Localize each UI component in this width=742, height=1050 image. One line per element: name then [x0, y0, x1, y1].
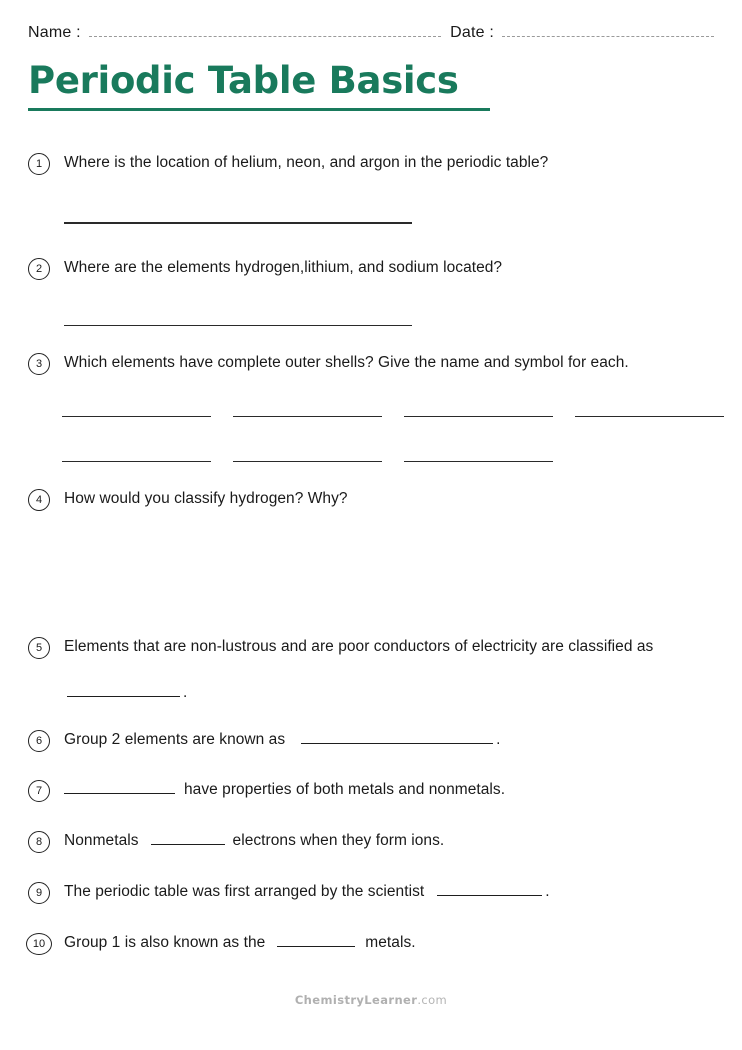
question-8-text-before: Nonmetals	[64, 832, 139, 850]
worksheet-header	[28, 24, 714, 48]
answer-blank[interactable]	[62, 460, 211, 462]
name-input-line[interactable]	[89, 24, 441, 37]
footer-brand-tld: .com	[417, 993, 448, 1007]
question-2-text: Where are the elements hydrogen,lithium, and sodium located?	[64, 258, 503, 276]
question-6-text-before: Group 2 elements are known as	[64, 731, 286, 749]
answer-space-q4[interactable]	[0, 510, 742, 636]
question-9-text-before: The periodic table was first arranged by the scientist	[64, 883, 425, 901]
answer-blank[interactable]	[575, 415, 724, 417]
date-input-line[interactable]	[502, 24, 714, 37]
question-1	[0, 152, 742, 174]
question-8-text-after: electrons when they form ions.	[232, 832, 445, 850]
answer-line-q1[interactable]	[64, 222, 412, 224]
question-3-text: Which elements have complete outer shells? Give the name and symbol for each.	[64, 354, 629, 372]
answer-blanks-q3-row1	[62, 415, 742, 417]
question-1-text: Where is the location of helium, neon, and argon in the periodic table?	[64, 154, 549, 171]
question-9-text-after: .	[545, 883, 550, 901]
question-8	[0, 830, 742, 852]
question-6	[0, 729, 742, 751]
answer-blank[interactable]	[404, 415, 553, 417]
question-10	[0, 932, 742, 954]
answer-blanks-q3-row2	[62, 460, 742, 462]
question-number-4: 4	[28, 489, 50, 511]
question-number-5: 5	[28, 637, 50, 659]
question-2	[0, 257, 742, 279]
date-label: Date :	[450, 24, 494, 41]
question-10-text-before: Group 1 is also known as the	[64, 934, 266, 952]
answer-blank[interactable]	[62, 415, 211, 417]
question-list	[0, 152, 742, 954]
title-underline	[28, 108, 490, 111]
answer-blank[interactable]	[151, 830, 225, 845]
question-5-answer-row	[64, 682, 742, 704]
answer-line-q2[interactable]	[64, 325, 412, 327]
answer-blank[interactable]	[301, 729, 493, 744]
answer-blank[interactable]	[437, 881, 542, 896]
question-3	[0, 352, 742, 374]
question-number-10: 10	[26, 933, 52, 955]
question-7-text-after: have properties of both metals and nonmetals.	[184, 781, 506, 799]
question-5-text-after: .	[183, 684, 188, 702]
answer-blank[interactable]	[233, 460, 382, 462]
answer-blank[interactable]	[64, 779, 175, 794]
question-4	[0, 488, 742, 510]
answer-blank[interactable]	[233, 415, 382, 417]
footer-brand-name: ChemistryLearner	[294, 993, 418, 1007]
page-title: Periodic Table Basics	[28, 59, 459, 102]
question-number-2: 2	[28, 258, 50, 280]
answer-blank[interactable]	[277, 932, 355, 947]
question-5-text-before: Elements that are non-lustrous and are poor conductors of electricity are classified as	[64, 638, 654, 656]
question-9	[0, 881, 742, 903]
question-4-text: How would you classify hydrogen? Why?	[64, 490, 348, 508]
question-number-1: 1	[28, 153, 50, 175]
question-number-3: 3	[28, 353, 50, 375]
title-block	[28, 59, 628, 111]
answer-blank[interactable]	[67, 682, 180, 697]
name-label: Name :	[28, 24, 81, 41]
question-number-8: 8	[28, 831, 50, 853]
question-number-6: 6	[28, 730, 50, 752]
footer-brand	[0, 993, 742, 1007]
question-number-7: 7	[28, 780, 50, 802]
question-10-text-after: metals.	[365, 934, 416, 952]
question-6-text-after: .	[496, 731, 501, 749]
answer-blank[interactable]	[404, 460, 553, 462]
question-7	[0, 779, 742, 801]
question-number-9: 9	[28, 882, 50, 904]
question-5	[0, 636, 742, 658]
